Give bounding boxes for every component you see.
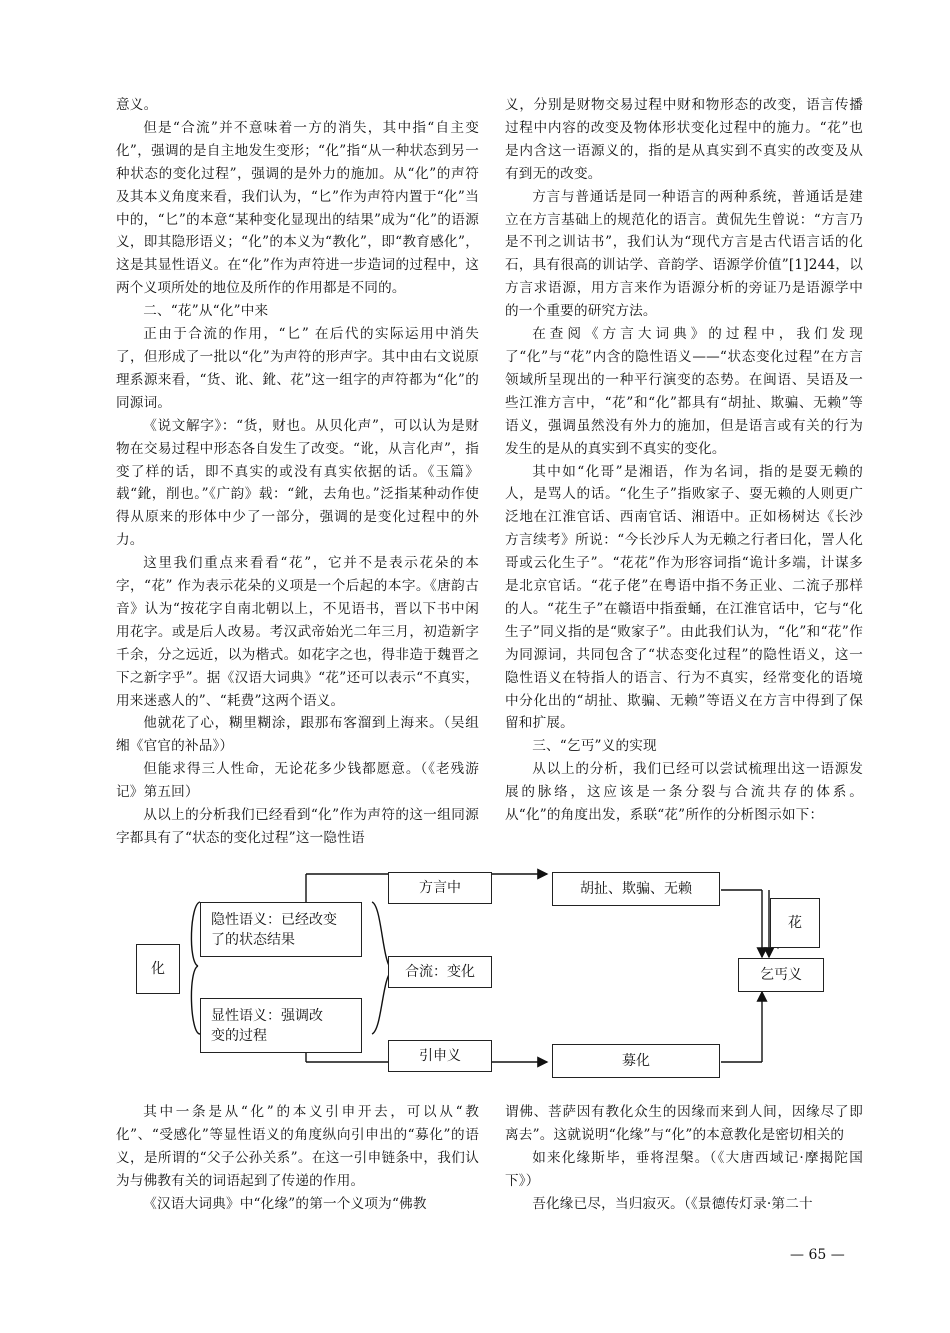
node-merge-change	[388, 956, 492, 988]
paragraph: 二、“花”从“化”中来	[143, 303, 269, 320]
paragraph: 正由于合流的作用，“匕” 在后代的实际运用中消失了，但形成了一批以“化”为声符的形声字。其中由右文说原理系源来看，“货、讹、鈋、花”这一组字的声符都为“化”的同源词。	[116, 326, 479, 411]
node-hua	[136, 944, 180, 994]
node-merge-change-label: 合流：变化	[405, 964, 475, 980]
paragraph: 《说文解字》：“货，财也。从贝化声”，可以认为是财物在交易过程中形态各自发生了改变。“讹，从言化声”，指变了样的话，即不真实的或没有真实依据的话。《玉篇》载“鈋，削也。”《广韵》载：“鈋，去角也。”泛指某种动作使得从原来的形体中少了一部分，强调的是变化过程中的外力。	[116, 417, 479, 549]
left-column-top	[116, 94, 479, 850]
paragraph: 三、“乞丐”义的实现	[532, 738, 657, 755]
node-extended-meaning	[388, 1040, 492, 1072]
node-beggar-meaning	[738, 958, 824, 992]
node-implicit-meaning	[200, 902, 362, 957]
node-dialect-label: 方言中	[419, 880, 461, 896]
paragraph: 从以上的分析，我们已经可以尝试梳理出这一语源发展的脉络，这应该是一条分裂与合流共存的体系。从“化”的角度出发，系联“花”所作的分析图示如下：	[505, 761, 863, 824]
right-column-bottom	[505, 1101, 863, 1216]
paragraph: 但能求得三人性命，无论花多少钱都愿意。（《老残游记》第五回）	[116, 761, 479, 801]
paragraph: 在查阅《方言大词典》的过程中，我们发现了“化”与“花”内含的隐性语义——“状态变化过程”在方言领域所呈现出的一种平行演变的态势。在闽语、吴语及一些江淮方言中，“花”和“化”都具有“胡扯、欺骗、无赖”等语义，强调虽然没有外力的施加，但是语言或有关的行为发生的是从的真实到不真实的变化。	[505, 326, 863, 457]
node-beggar-label: 乞丐义	[760, 967, 802, 983]
node-alms-label: 募化	[622, 1053, 650, 1069]
node-extended-label: 引申义	[419, 1048, 461, 1064]
node-alms-begging	[552, 1044, 720, 1078]
paragraph: 吾化缘已尽，当归寂灭。（《景德传灯录·第二十	[532, 1195, 813, 1212]
paragraph: 意义。	[116, 97, 158, 113]
node-dialect	[388, 872, 492, 904]
node-implicit-line1: 隐性语义：已经改变	[211, 911, 337, 928]
paragraph: 《汉语大词典》中“化缘”的第一个义项为“佛教	[143, 1195, 427, 1212]
left-column-bottom	[116, 1101, 479, 1216]
node-nonsense-label: 胡扯、欺骗、无赖	[580, 881, 692, 897]
node-explicit-line2: 变的过程	[211, 1027, 267, 1044]
node-explicit-line1: 显性语义：强调改	[211, 1007, 323, 1024]
node-explicit-meaning	[200, 998, 362, 1053]
paragraph: 他就花了心，糊里糊涂，跟那布客溜到上海来。（吴组缃《官官的补品》）	[116, 715, 479, 755]
page-number: — 65 —	[790, 1247, 845, 1263]
node-flower-label: 花	[788, 915, 802, 931]
node-hua-flower	[770, 898, 820, 948]
right-column-top	[505, 94, 863, 827]
paragraph: 从以上的分析我们已经看到“化”作为声符的这一组同源字都具有了“状态的变化过程”这一隐性语	[116, 807, 479, 846]
paragraph: 但是“合流”并不意味着一方的消失，其中指“自主变化”，强调的是自主地发生变形；“化”指“从一种状态到另一种状态的变化过程”，强调的是外力的施加。从“化”的声符及其本义角度来看，我们认为，“匕”作为声符内置于“化”当中的，“匕”的本意“某种变化显现出的结果”成为“化”的语源义，即其隐形语义；“化”的本义为“教化”，即“教育感化”，这是其显性语义。在“化”作为声符进一步造词的过程中，这两个义项所处的地位及所作的作用都是不同的。	[116, 119, 479, 297]
paragraph: 义，分别是财物交易过程中财和物形态的改变，语言传播过程中内容的改变及物体形状变化过程中的施力。“花”也是内含这一语源义的，指的是从真实到不真实的改变及从有到无的改变。	[505, 97, 863, 182]
paragraph: 其中一条是从“化”的本义引申开去，可以从“教化”、“受感化”等显性语义的角度纵向引申出的“募化”的语义，是所谓的“父子公孙关系”。在这一引申链条中，我们认为与佛教有关的词语起到了传递的作用。	[116, 1104, 479, 1189]
etymology-diagram	[120, 858, 840, 1090]
paragraph: 如来化缘斯毕，垂将涅槃。（《大唐西域记·摩揭陀国下》）	[505, 1149, 863, 1189]
node-nonsense-deceive	[552, 872, 720, 906]
node-hua-label: 化	[151, 961, 165, 977]
paragraph: 谓佛、菩萨因有教化众生的因缘而来到人间，因缘尽了即离去”。这就说明“化缘”与“化”的本意教化是密切相关的	[505, 1104, 863, 1143]
paragraph: 这里我们重点来看看“花”，它并不是表示花朵的本字，“花” 作为表示花朵的义项是一个后起的本字。《唐韵古音》认为“按花字自南北朝以上，不见语书，晋以下书中闲用花字。或是后人改易。考汉武帝始光二年三月，初造新字千余，分之远近，以为楷式。如花字之也，得非造于魏晋之下之新字乎”。据《汉语大词典》“花”还可以表示“不真实，用来迷惑人的”、“耗费”这两个语义。	[116, 555, 479, 709]
paragraph: 其中如“化哥”是湘语，作为名词，指的是耍无赖的人，是骂人的话。“化生子”指败家子、耍无赖的人则更广泛地在江淮官话、西南官话、湘语中。正如杨树达《长沙方言续考》所说：“今长沙斥人为无赖之行者曰化，詈人化哥或云化生子”。“花花”作为形容词指“诡计多端，计谋多是北京官话。“花子佬”在粤语中指不务正业、二流子那样的人。“花生子”在赣语中指蚕蛹，在江淮官话中，它与“化生子”同义指的是“败家子”。由此我们认为，“化”和“花”作为同源词，共同包含了“状态变化过程”的隐性语义，这一隐性语义在特指人的语言、行为不真实，经常变化的语境中分化出的“胡扯、欺骗、无赖”等语义在方言中得到了保留和扩展。	[505, 463, 863, 732]
paragraph: 方言与普通话是同一种语言的两种系统，普通话是建立在方言基础上的规范化的语言。黄侃先生曾说：“方言乃是不刊之训诂书”，我们认为“现代方言是古代语言话的化石，具有很高的训诂学、音韵学、语源学价值”[1]244，以方言求语源，用方言来作为语源分析的旁证乃是语源学中的一个重要的研究方法。	[505, 188, 863, 320]
node-implicit-line2: 了的状态结果	[211, 931, 295, 948]
